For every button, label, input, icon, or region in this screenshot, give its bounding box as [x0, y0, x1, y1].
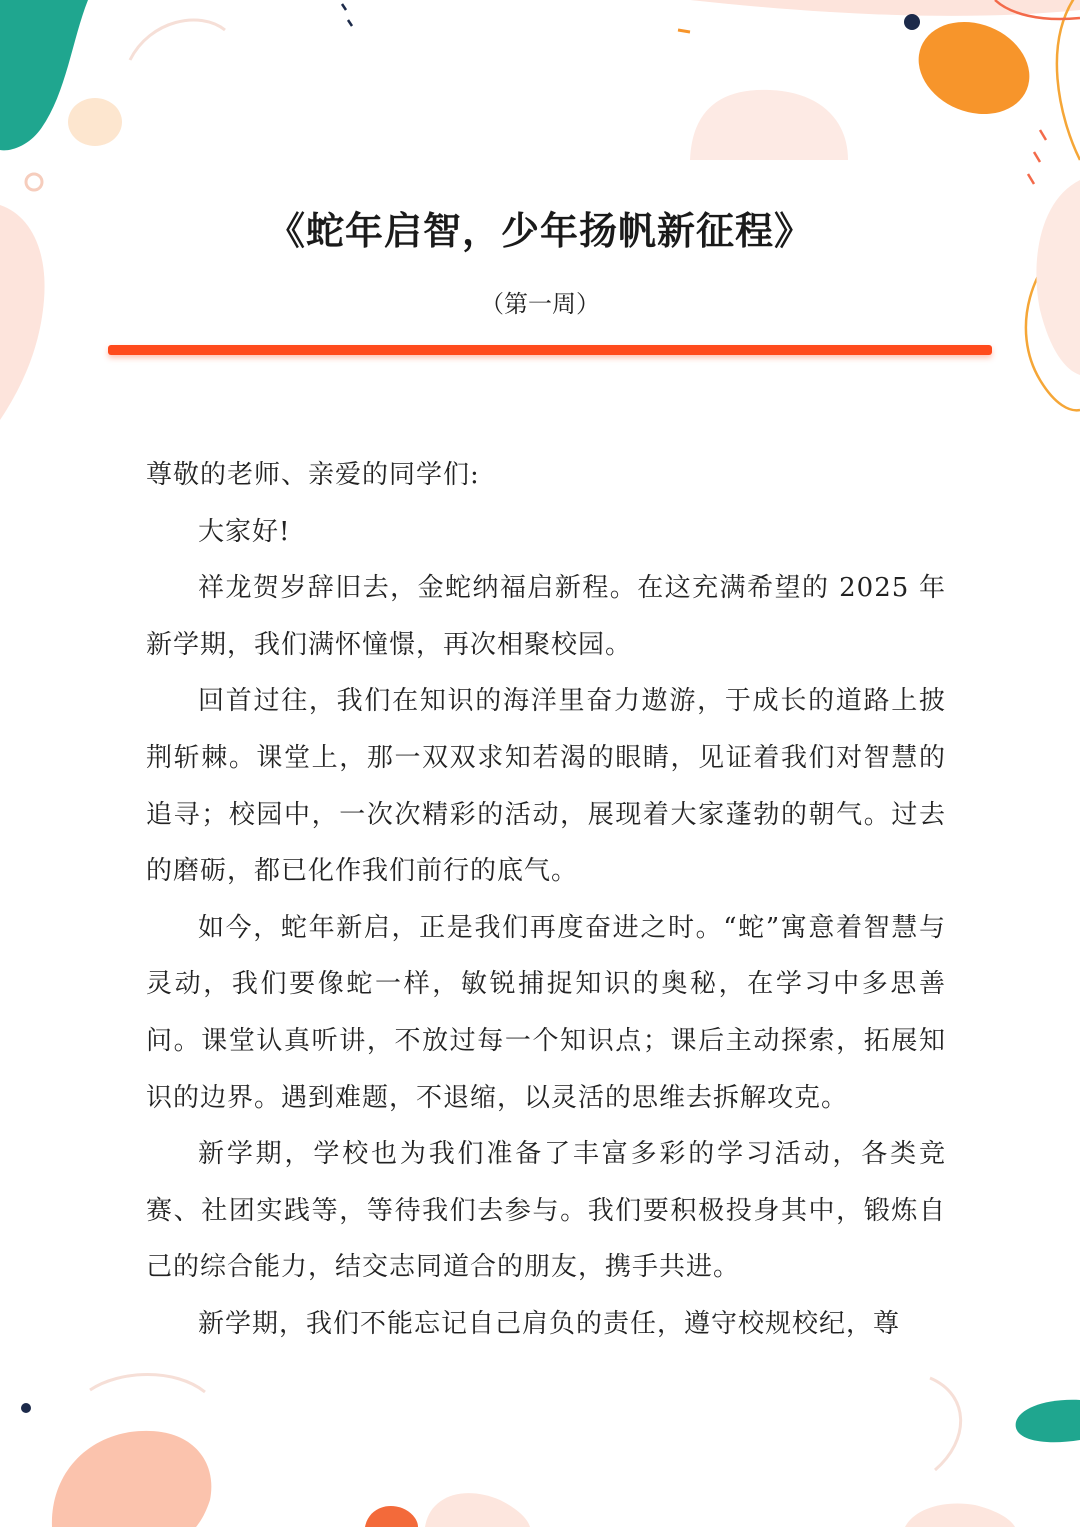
- orange-blob-top-right: [905, 6, 1044, 130]
- navy-dot-bottom-left: [21, 1403, 31, 1413]
- dash-top-orange: [678, 30, 690, 32]
- title-divider: [108, 345, 992, 355]
- letter-salutation: 尊敬的老师、亲爱的同学们:: [146, 460, 480, 490]
- orange-shape-bottom-center: [365, 1506, 418, 1527]
- teal-blob-top-left: [0, 0, 88, 150]
- peach-dot-top-left: [68, 98, 122, 146]
- page-subtitle: （第一周）: [480, 290, 600, 318]
- letter-paragraph: 回首过往，我们在知识的海洋里奋力遨游，于成长的道路上披荆斩棘。课堂上，那一双双求知若渴的眼睛，见证着我们对智慧的追寻；校园中，一次次精彩的活动，展现着大家蓬勃的朝气。过去的磨砺，都已化作我们前行的底气。: [146, 686, 946, 887]
- peach-blob-bottom-left: [52, 1431, 211, 1527]
- letter-paragraph: 如今，蛇年新启，正是我们再度奋进之时。“蛇”寓意着智慧与灵动，我们要像蛇一样，敏锐捕捉知识的奥秘，在学习中多思善问。课堂认真听讲，不放过每一个知识点；课后主动探索，拓展知识的边界。遇到难题，不退缩，以灵活的思维去拆解攻克。: [146, 912, 946, 1113]
- thin-arc-top-left: [130, 20, 225, 60]
- letter-paragraph: 新学期，我们不能忘记自己肩负的责任，遵守校规校纪，尊: [198, 1308, 901, 1339]
- letter-greeting: 大家好!: [198, 516, 291, 547]
- pink-shape-bottom-right: [905, 1504, 1015, 1527]
- dash-top-center-2: [348, 20, 352, 26]
- pink-mound-top-right: [690, 90, 848, 160]
- teal-blob-bottom-right: [1016, 1400, 1080, 1442]
- ring-left: [26, 174, 42, 190]
- dash-right-2: [1034, 152, 1040, 162]
- dash-right-3: [1028, 174, 1034, 184]
- letter-body: [146, 447, 946, 1353]
- pink-shape-top-right: [690, 0, 1080, 16]
- pink-shape-bottom-center: [425, 1493, 530, 1527]
- thin-arc-bottom-left: [90, 1375, 205, 1393]
- thin-arc-bottom-right: [930, 1378, 961, 1470]
- orange-outline-top-right: [995, 0, 1080, 19]
- page-title: 《蛇年启智，少年扬帆新征程》: [266, 208, 813, 253]
- dash-right-1: [1040, 130, 1046, 140]
- letter-paragraph: 祥龙贺岁辞旧去，金蛇纳福启新程。在这充满希望的 2025 年新学期，我们满怀憧憬，再次相聚校园。: [146, 573, 946, 660]
- letter-paragraph: 新学期，学校也为我们准备了丰富多彩的学习活动，各类竞赛、社团实践等，等待我们去参与。我们要积极投身其中，锻炼自己的综合能力，结交志同道合的朋友，携手共进。: [146, 1139, 946, 1283]
- navy-dot-top-right: [904, 14, 920, 30]
- dash-top-center-1: [342, 4, 346, 10]
